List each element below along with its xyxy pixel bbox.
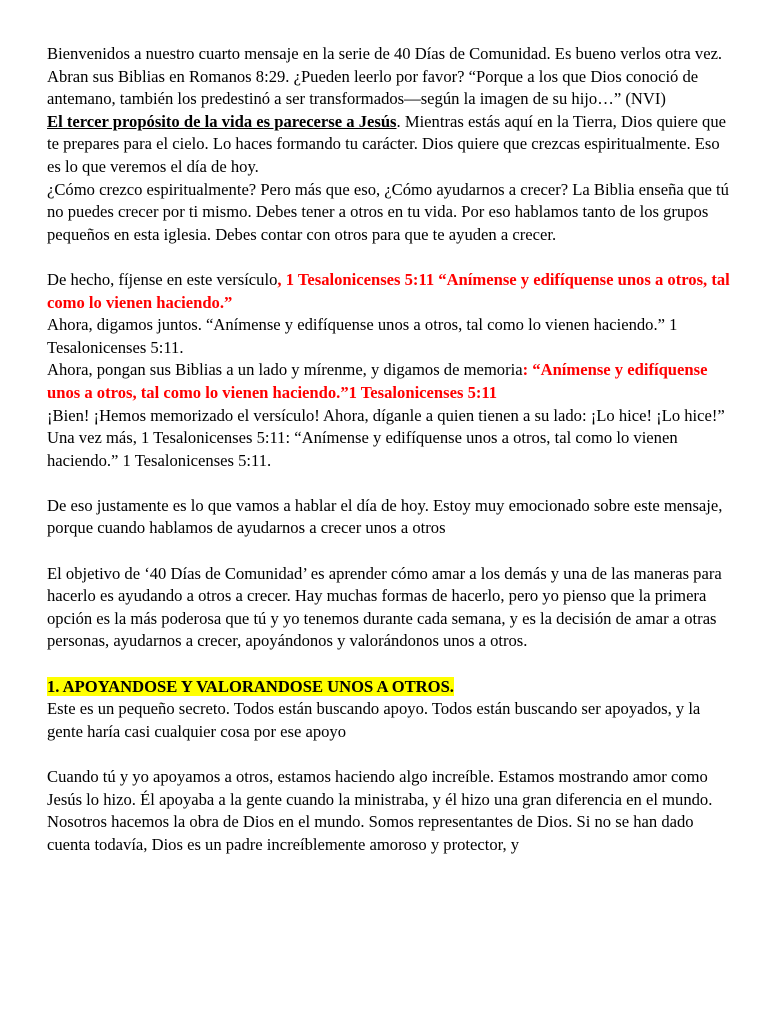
purpose-text: . Mientras estás aquí en la Tierra, Dios quiere que te prepares para el cielo. Lo haces formando tu carácter. Dios quiere que crezcas espiritualmente. Eso es lo que veremos el día de hoy. [47, 111, 727, 176]
paragraph-say-together: Ahora, digamos juntos. “Anímense y edifíquense unos a otros, tal como lo vienen haciendo.” 1 Tesalonicenses 5:11. [47, 315, 678, 357]
memory-verse: : “Anímense y edifíquense unos a otros, tal como lo vienen haciendo.”1 Tesalonicenses 5:11 [47, 360, 708, 402]
section-heading [47, 676, 737, 699]
document-page [47, 43, 737, 856]
paragraph-memory [47, 359, 737, 404]
paragraph-support: Cuando tú y yo apoyamos a otros, estamos haciendo algo increíble. Estamos mostrando amor como Jesús lo hizo. Él apoyaba a la gente cuando la ministraba, y él hizo una gran diferencia en el mundo. Nosotros hacemos la obra de Dios en el mundo. Somos representantes de Dios. Si no se han dado cuenta todavía, Dios es un padre increíblemente amoroso y protector, y [47, 767, 713, 854]
spacer [47, 540, 737, 563]
spacer [47, 472, 737, 495]
spacer [47, 246, 737, 269]
paragraph-once-more: Una vez más, 1 Tesalonicenses 5:11: “Anímense y edifíquense unos a otros, tal como lo vienen haciendo.” 1 Tesalonicenses 5:11. [47, 428, 678, 470]
verse-intro-text: De hecho, fíjense en este versículo [47, 269, 278, 289]
memory-intro-text: Ahora, pongan sus Biblias a un lado y mírenme, y digamos de memoria [47, 360, 523, 380]
purpose-title: El tercer propósito de la vida es parecerse a Jesús [47, 111, 397, 131]
paragraph-verse-intro [47, 269, 737, 314]
paragraph-secret: Este es un pequeño secreto. Todos están buscando apoyo. Todos están buscando ser apoyados, y la gente haría casi cualquier cosa por ese apoyo [47, 699, 701, 741]
paragraph-memorized: ¡Bien! ¡Hemos memorizado el versículo! Ahora, díganle a quien tienen a su lado: ¡Lo hice! ¡Lo hice!” [47, 405, 725, 425]
paragraph-intro: Bienvenidos a nuestro cuarto mensaje en la serie de 40 Días de Comunidad. Es bueno verlos otra vez. Abran sus Biblias en Romanos 8:29. ¿Pueden leerlo por favor? “Porque a los que Dios conoció de antemano, también los predestinó a ser transformados—según la imagen de su hijo…” (NVI) [47, 44, 723, 109]
paragraph-today: De eso justamente es lo que vamos a hablar el día de hoy. Estoy muy emocionado sobre este mensaje, porque cuando hablamos de ayudarnos a crecer unos a otros [47, 495, 723, 538]
paragraph-grow: ¿Cómo crezco espiritualmente? Pero más que eso, ¿Cómo ayudarnos a crecer? La Biblia enseña que tú no puedes crecer por ti mismo. Debes tener a otros en tu vida. Por eso hablamos tanto de los grupos pequeños en esta iglesia. Debes contar con otros para que te ayuden a crecer. [47, 179, 729, 244]
paragraph-objective: El objetivo de ‘40 Días de Comunidad’ es aprender cómo amar a los demás y una de las maneras para hacerlo es ayudando a otros a crecer. Hay muchas formas de hacerlo, pero yo pienso que la primera opción es la más poderosa que tú y yo tenemos durante cada semana, y es la decisión de amar a otras personas, ayudarnos a crecer, apoyándonos y valorándonos unos a otros. [47, 563, 722, 651]
verse-reference: , 1 Tesalonicenses 5:11 “Anímense y edifíquense unos a otros, tal como lo vienen haciendo.” [47, 269, 730, 312]
spacer [47, 743, 737, 766]
paragraph-purpose [47, 111, 737, 179]
heading-highlight: 1. APOYANDOSE Y VALORANDOSE UNOS A OTROS. [47, 676, 454, 696]
spacer [47, 653, 737, 676]
